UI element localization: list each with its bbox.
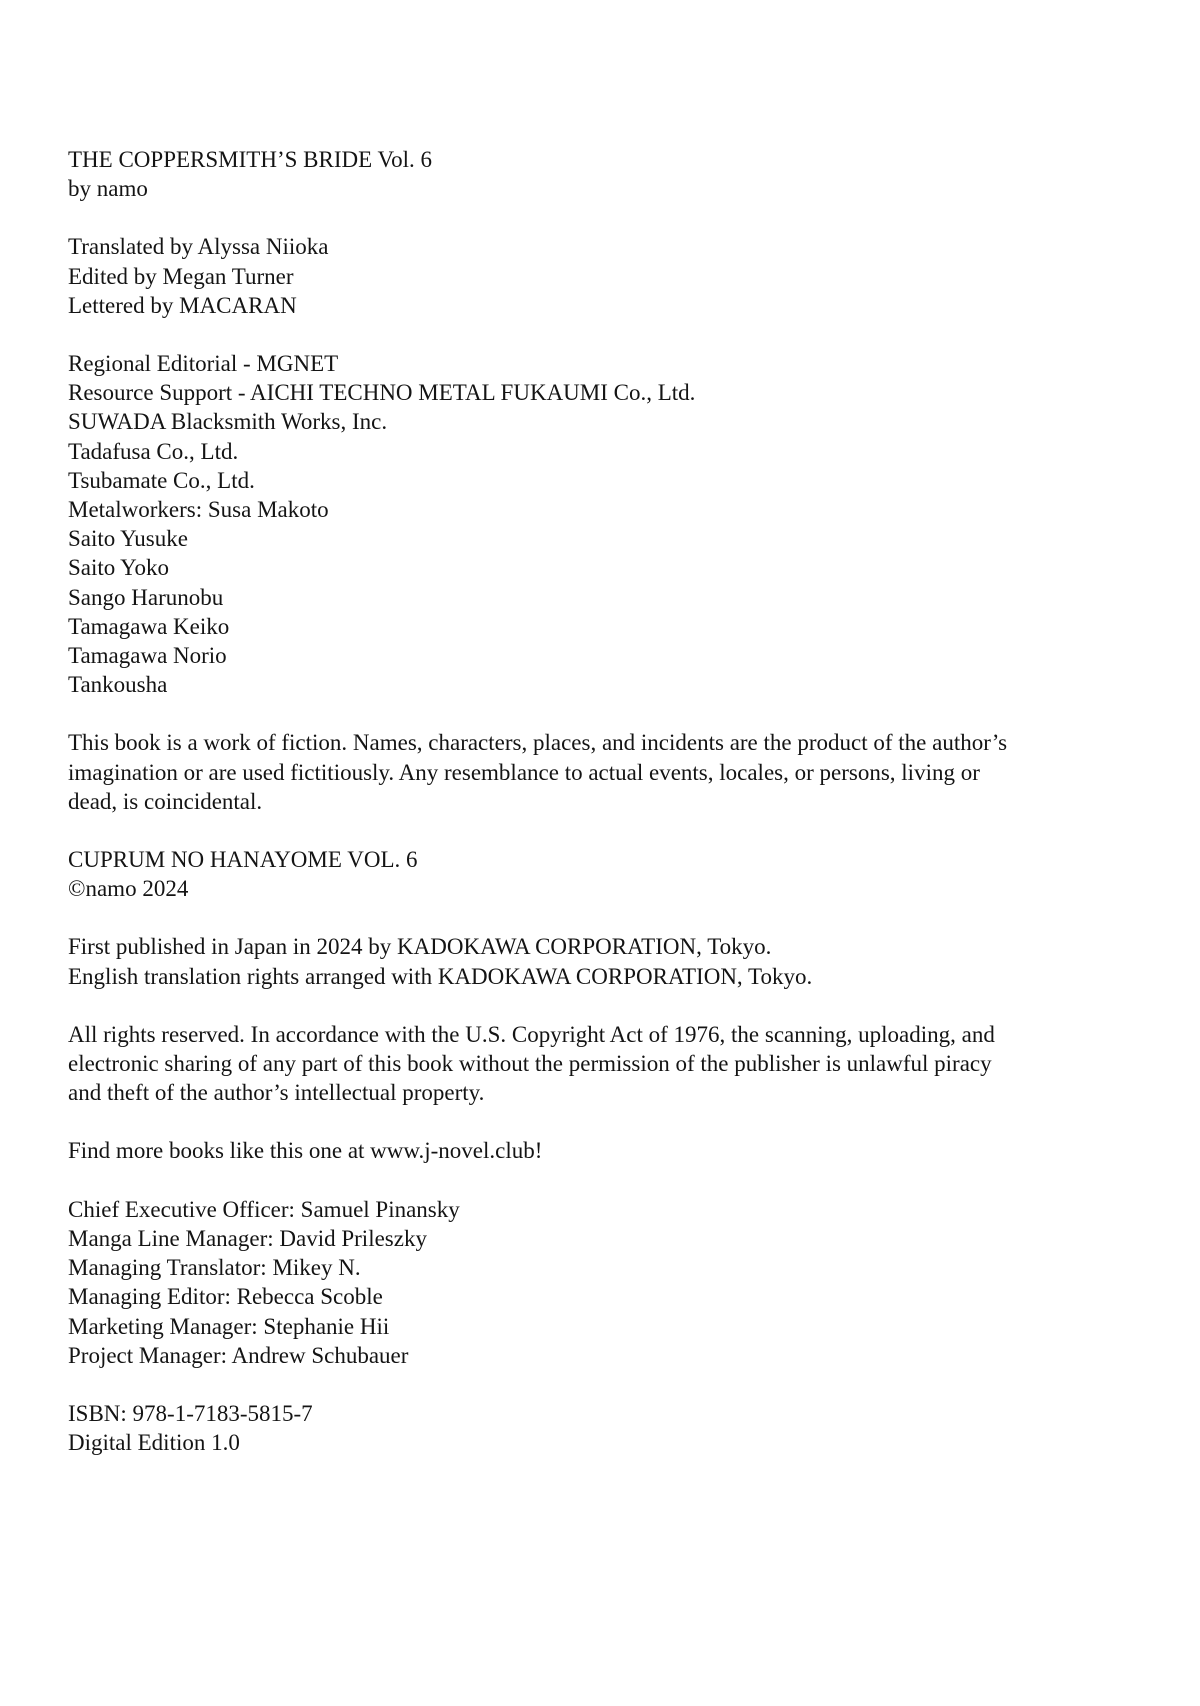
support-line: Saito Yusuke <box>68 526 188 552</box>
isbn-line: ISBN: 978-1-7183-5815-7 <box>68 1400 313 1426</box>
support-block <box>68 349 1130 699</box>
original-title-block <box>68 845 1130 903</box>
fiction-disclaimer <box>68 728 1130 816</box>
support-line: Tamagawa Keiko <box>68 613 230 639</box>
digital-edition-line: Digital Edition 1.0 <box>68 1430 240 1456</box>
fiction-disclaimer-text: This book is a work of fiction. Names, characters, places, and incidents are the product of the author’s imagination or are used fictitiously. Any resemblance to actual events, locales, or persons, living or dead, is coincidental. <box>68 730 1008 814</box>
staff-line: Project Manager: Andrew Schubauer <box>68 1342 409 1368</box>
staff-line: Managing Editor: Rebecca Scoble <box>68 1284 383 1310</box>
support-line: Resource Support - AICHI TECHNO METAL FUKAUMI Co., Ltd. <box>68 380 696 406</box>
publication-block <box>68 932 1130 990</box>
staff-line: Marketing Manager: Stephanie Hii <box>68 1313 390 1339</box>
support-line: Tadafusa Co., Ltd. <box>68 438 239 464</box>
support-line: SUWADA Blacksmith Works, Inc. <box>68 409 388 435</box>
edition-block <box>68 1399 1130 1457</box>
original-japanese-title: CUPRUM NO HANAYOME VOL. 6 <box>68 847 418 873</box>
support-line: Tankousha <box>68 672 168 698</box>
support-line: Tamagawa Norio <box>68 643 227 669</box>
first-published-line: First published in Japan in 2024 by KADOKAWA CORPORATION, Tokyo. <box>68 934 772 960</box>
support-line: Tsubamate Co., Ltd. <box>68 467 255 493</box>
book-title: THE COPPERSMITH’S BRIDE Vol. 6 <box>68 147 433 172</box>
support-line: Regional Editorial - MGNET <box>68 351 339 377</box>
letterer-credit: Lettered by MACARAN <box>68 292 297 318</box>
translator-credit: Translated by Alyssa Niioka <box>68 234 329 260</box>
translation-rights-line: English translation rights arranged with KADOKAWA CORPORATION, Tokyo. <box>68 963 813 989</box>
staff-line: Managing Translator: Mikey N. <box>68 1255 361 1281</box>
staff-block <box>68 1195 1130 1370</box>
staff-line: Chief Executive Officer: Samuel Pinansky <box>68 1196 460 1222</box>
promo-text: Find more books like this one at www.j-novel.club! <box>68 1138 543 1164</box>
support-line: Saito Yoko <box>68 555 169 581</box>
book-author: by namo <box>68 176 148 202</box>
title-block <box>68 145 1130 203</box>
rights-reserved-block <box>68 1020 1130 1108</box>
support-line: Sango Harunobu <box>68 584 224 610</box>
copyright-notice: ©namo 2024 <box>68 876 189 902</box>
rights-reserved-text: All rights reserved. In accordance with the U.S. Copyright Act of 1976, the scanning, uploading, and electronic sharing of any part of this book without the permission of the publisher is unlawful piracy and theft of the author’s intellectual property. <box>68 1021 995 1106</box>
staff-line: Manga Line Manager: David Prileszky <box>68 1225 427 1251</box>
editor-credit: Edited by Megan Turner <box>68 263 294 289</box>
support-line: Metalworkers: Susa Makoto <box>68 497 329 523</box>
promo-block <box>68 1136 1130 1165</box>
credits-block <box>68 232 1130 320</box>
